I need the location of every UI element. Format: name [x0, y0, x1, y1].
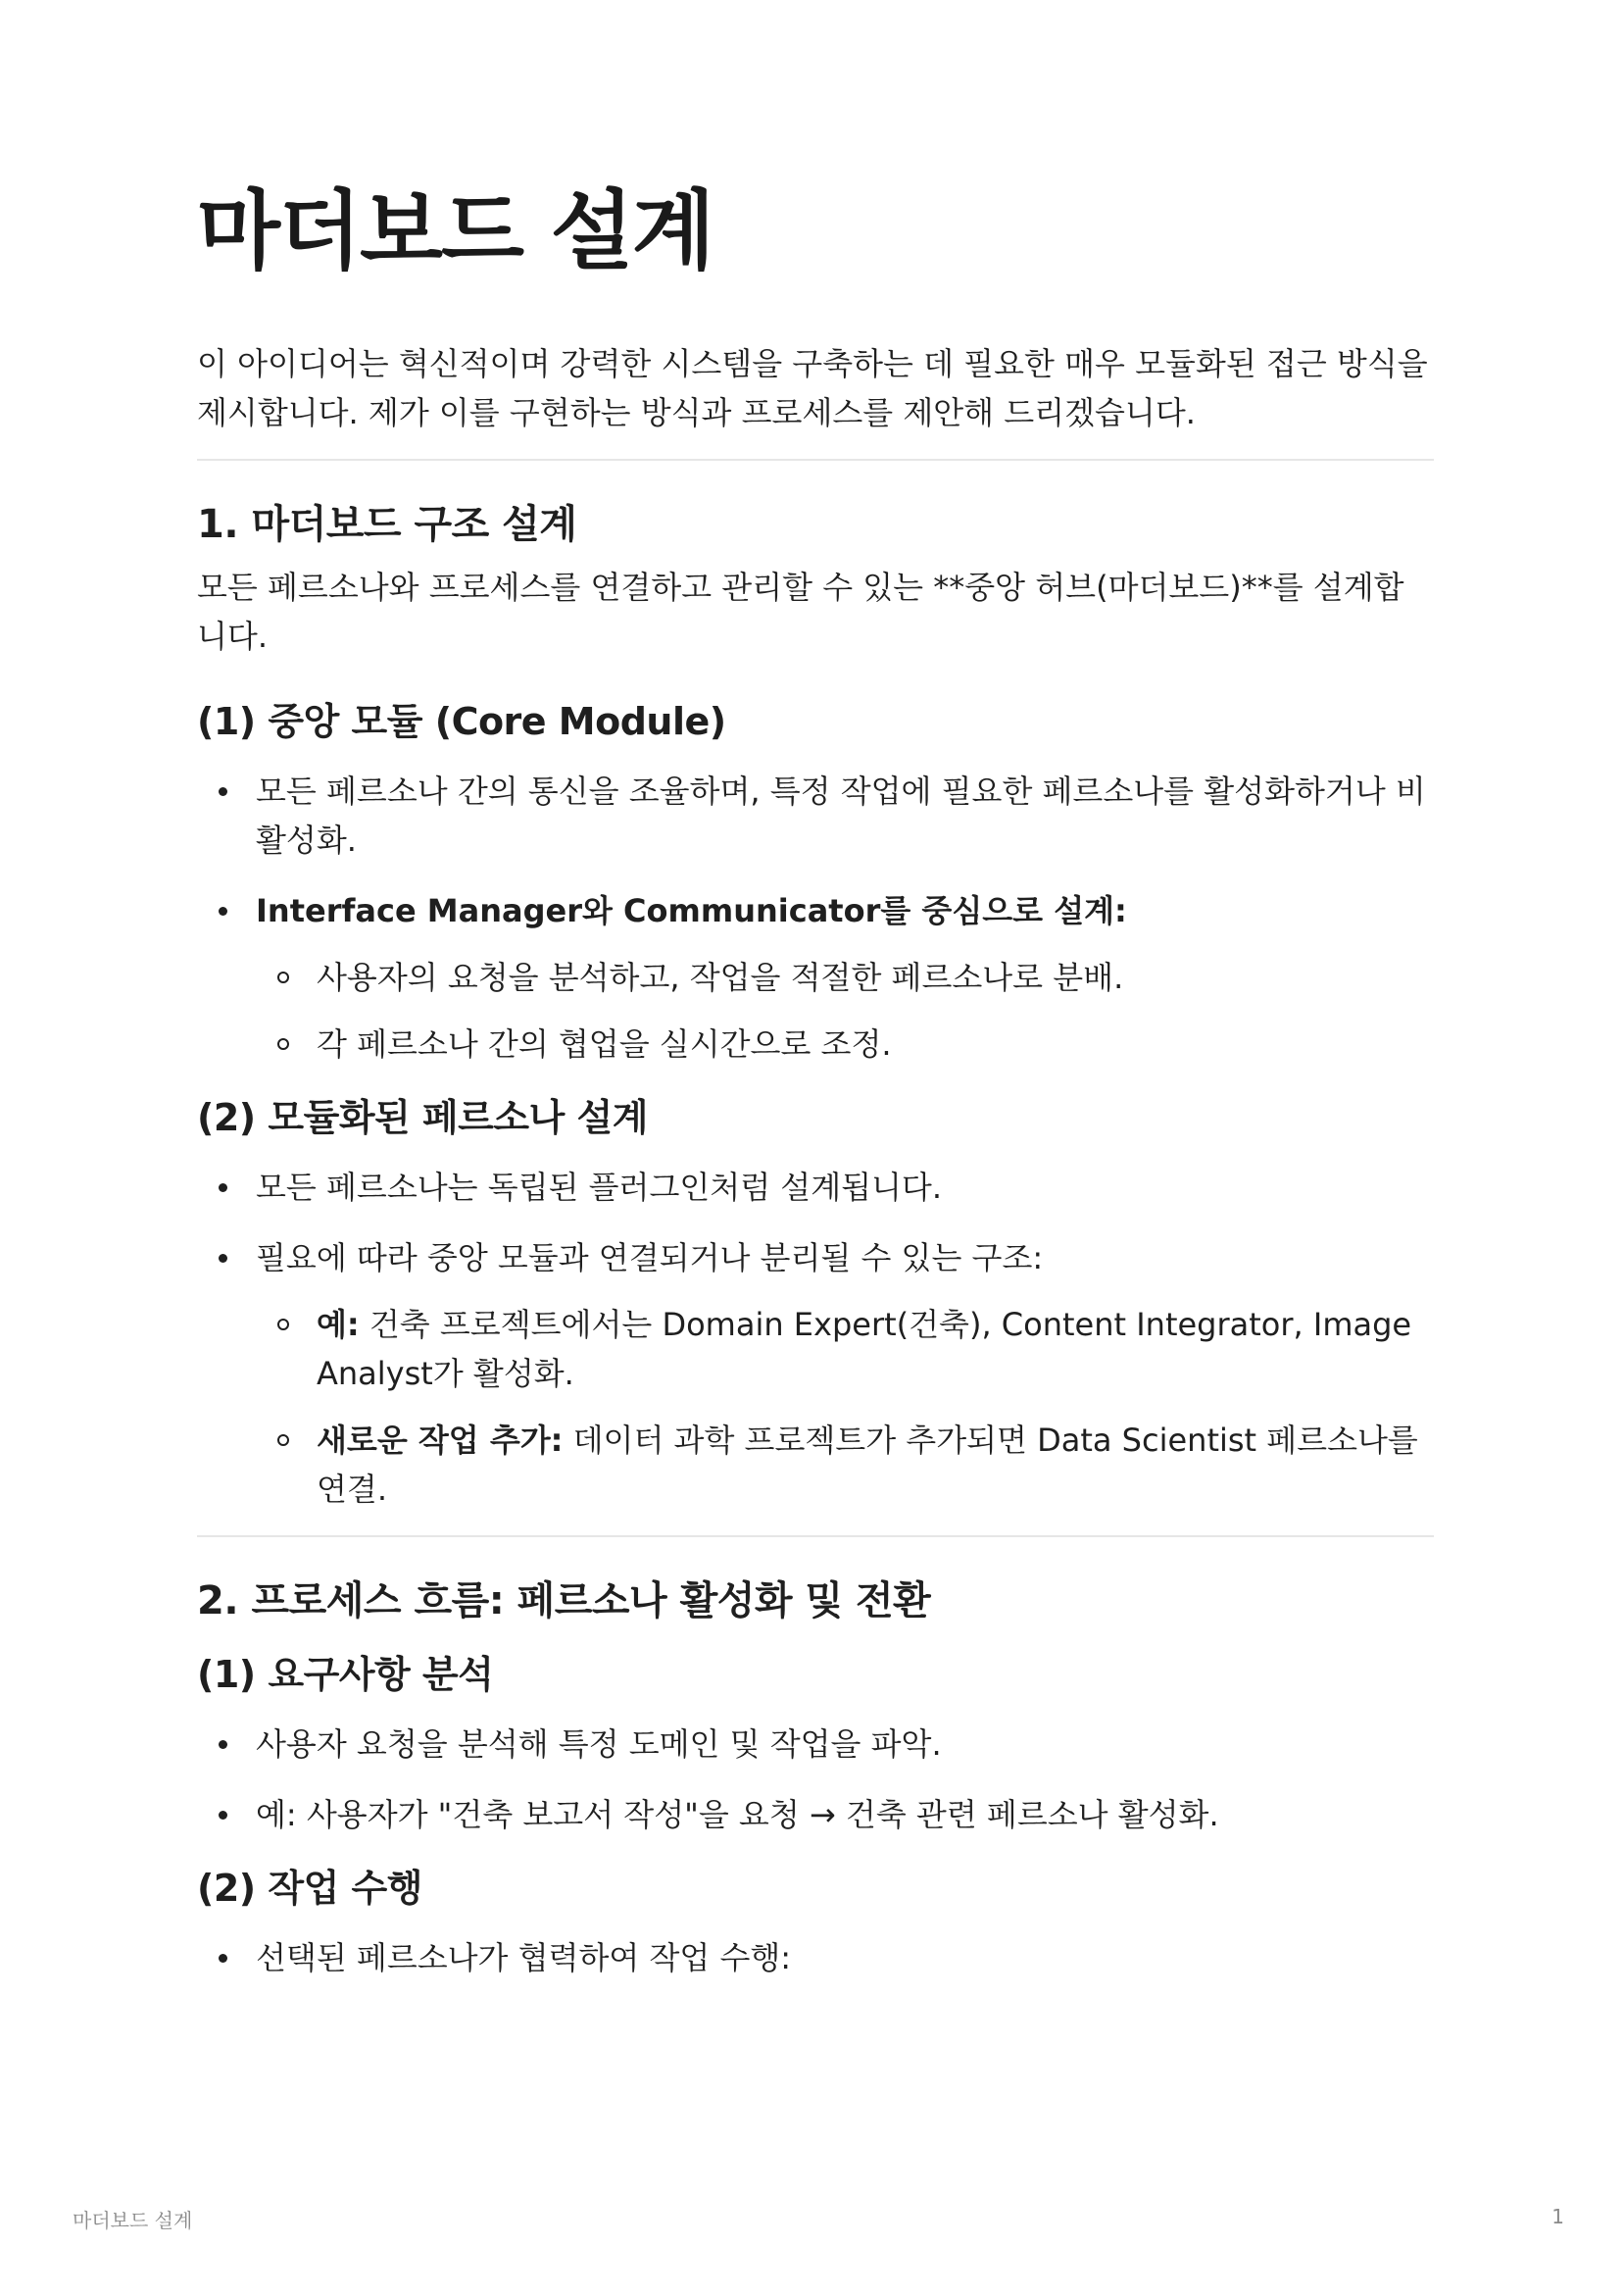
list-item: 예: 사용자가 "건축 보고서 작성"을 요청 → 건축 관련 페르소나 활성화. [197, 1790, 1434, 1839]
section-1-2-list [197, 1163, 1434, 1514]
section-1-1-heading: (1) 중앙 모듈 (Core Module) [197, 700, 726, 744]
section-2-1-list [197, 1720, 1434, 1839]
footer-page-number: 1 [1551, 2205, 1564, 2228]
divider [197, 459, 1434, 461]
list-item: 필요에 따라 중앙 모듈과 연결되거나 분리될 수 있는 구조: 예: 건축 프로젝트에서는 Domain Expert(건축), Content Integrator, Image Analyst가 활성화. 새로운 작업 추가: 데이터 과학 프로젝트가 추가되면 Data Scientist 페르소나를 연결. [197, 1233, 1434, 1514]
nested-list [256, 1300, 1434, 1514]
intro-paragraph: 이 아이디어는 혁신적이며 강력한 시스템을 구축하는 데 필요한 매우 모듈화된 접근 방식을 제시합니다. 제가 이를 구현하는 방식과 프로세스를 제안해 드리겠습니다. [197, 345, 1428, 432]
nested-list [256, 953, 1434, 1069]
list-item: 모든 페르소나는 독립된 플러그인처럼 설계됩니다. [197, 1163, 1434, 1212]
list-item: 선택된 페르소나가 협력하여 작업 수행: [197, 1933, 1434, 1982]
divider [197, 1535, 1434, 1537]
list-item: 모든 페르소나 간의 통신을 조율하며, 특정 작업에 필요한 페르소나를 활성화하거나 비활성화. [197, 767, 1434, 865]
section-2-1-heading: (1) 요구사항 분석 [197, 1653, 494, 1697]
document-page [197, 181, 1434, 2004]
section-1-description: 모든 페르소나와 프로세스를 연결하고 관리할 수 있는 **중앙 허브(마더보드)**를 설계합니다. [197, 569, 1404, 656]
nested-list-item: 각 페르소나 간의 협업을 실시간으로 조정. [256, 1020, 1434, 1069]
section-2-2-heading: (2) 작업 수행 [197, 1867, 422, 1911]
page-title: 마더보드 설계 [197, 180, 713, 281]
section-2-2-list [197, 1933, 1434, 1982]
list-item: Interface Manager와 Communicator를 중심으로 설계: 사용자의 요청을 분석하고, 작업을 적절한 페르소나로 분배. 각 페르소나 간의 협업을 실시간으로 조정. [197, 886, 1434, 1069]
list-item: 사용자 요청을 분석해 특정 도메인 및 작업을 파악. [197, 1720, 1434, 1769]
nested-list-item: 예: 건축 프로젝트에서는 Domain Expert(건축), Content Integrator, Image Analyst가 활성화. [256, 1300, 1434, 1398]
section-1-heading: 1. 마더보드 구조 설계 [197, 502, 577, 548]
section-1-1-list [197, 767, 1434, 1069]
nested-list-item: 새로운 작업 추가: 데이터 과학 프로젝트가 추가되면 Data Scientist 페르소나를 연결. [256, 1416, 1434, 1514]
nested-list-item: 사용자의 요청을 분석하고, 작업을 적절한 페르소나로 분배. [256, 953, 1434, 1002]
section-1-2-heading: (2) 모듈화된 페르소나 설계 [197, 1096, 648, 1140]
section-2-heading: 2. 프로세스 흐름: 페르소나 활성화 및 전환 [197, 1578, 931, 1624]
footer-document-name: 마더보드 설계 [73, 2209, 193, 2232]
